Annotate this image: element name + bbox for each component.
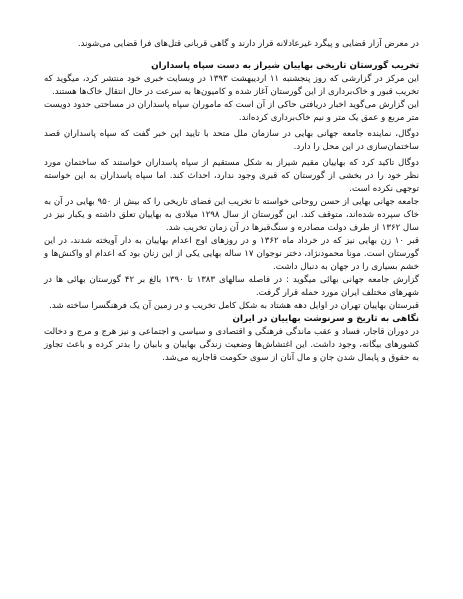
paragraph-report-announcement: این مرکز در گزارشی که روز پنجشنبه ۱۱ اردیبهشت ۱۳۹۳ در وبسایت خبری خود منتشر کرد، میگوید که تخریب قبور و خاک‌برداری از این گورستان آغاز شده و کامیون‌ها به سرعت در حال انتقال خاک‌ها هستند.	[44, 74, 419, 97]
paragraph-un-representative: دوگال، نماینده جامعه جهانی بهایی در سازمان ملل متحد با تایید این خبر گفت که سپاه پاسداران قصد ساختمان‌سازی در این محل را دارد.	[44, 129, 419, 152]
paragraph-tehran-cemetery: قبرستان بهاییان تهران در اوایل دهه هشتاد به شکل کامل تخریب و در زمین آن یک فرهنگسرا ساخته شد.	[49, 301, 419, 311]
paragraph-executed-women: قبر ۱۰ زن بهایی نیز که در خرداد ماه ۱۳۶۲ و در روزهای اوج اعدام بهاییان به دار آویخته شدند، در این گورستان است. مونا محمودنژاد، دختر نوجوان ۱۷ ساله بهایی یکی از این زنان بود که اعدام او واکنش‌ها و خشم بسیاری را در جهان به دنبال داشت.	[44, 236, 419, 272]
paragraph-cemetery-history: جامعه جهانی بهایی از حسن روحانی خواسته تا تخریب این فضای تاریخی را که بیش از ۹۵۰ بهایی در آن به خاک سپرده شده‌اند، متوقف کند. این گورستان از سال ۱۲۹۸ میلادی به بهاییان تعلق داشته و یکبار نیز در سال ۱۳۶۲ از طرف دولت مصادره و سنگ‌قبرها در آن زمان تخریب شد.	[44, 197, 419, 233]
section-heading-cemetery-destruction: تخریب گورستان تاریخی بهاییان شیراز به دست سپاه پاسداران	[151, 61, 419, 71]
intro-paragraph: در معرض آزار قضایی و پیگرد غیرعادلانه قرار دارند و گاهی قربانی قتل‌های فرا قضایی می‌شوند.	[77, 39, 419, 49]
section-heading-history: نگاهی به تاریخ و سرنوشت بهاییان در ایران	[232, 314, 419, 324]
paragraph-excavation-details: این گزارش می‌گوید اخبار دریافتی حاکی از آن است که ماموران سپاه پاسداران در مساحتی حدود دویست متر مربع و عمق یک متر و نیم خاک‌برداری کرده‌اند.	[44, 100, 419, 123]
paragraph-attacked-cemeteries: گزارش جامعه جهانی بهائی میگوید : در فاصله سالهای ۱۳۸۳ تا ۱۳۹۰ بالغ بر ۴۲ گورستان بهائی ها در شهرهای مختلف ایران مورد حمله قرار گرفت.	[44, 275, 419, 298]
paragraph-qajar-era: در دوران قاجار، فساد و عقب ماندگی فرهنگی و اقتصادی و سیاسی و اجتماعی و نیز هرج و مرج و دخالت کشورهای بیگانه، وجود داشت. این اغتشاش‌ها وضعیت زندگی بهاییان و بابیان را بدتر کرده و باعث تجاوز به حقوق و پایمال شدن جان و مال آنان از سوی حکومت قاجاریه می‌شد.	[44, 327, 419, 363]
paragraph-request-to-guards: دوگال تاکید کرد که بهاییان مقیم شیراز به شکل مستقیم از سپاه پاسداران خواستند که ساختمان مورد نظر خود را در بخشی از گورستان که قبری وجود ندارد، احداث کند. اما سپاه پاسداران به این خواسته توجهی نکرده است.	[44, 158, 419, 194]
